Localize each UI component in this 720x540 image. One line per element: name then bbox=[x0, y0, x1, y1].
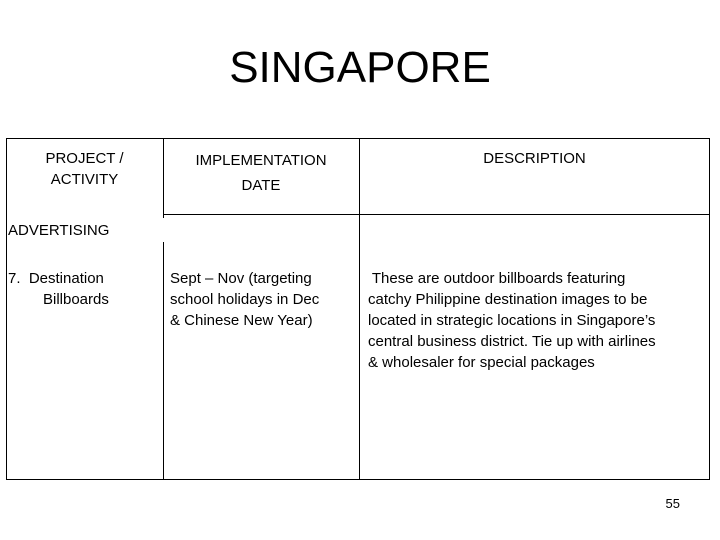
slide-title: SINGAPORE bbox=[229, 43, 491, 92]
row-project bbox=[8, 268, 162, 310]
row-date-line3: & Chinese New Year) bbox=[170, 312, 313, 329]
row-project-line2: Billboards bbox=[43, 291, 109, 308]
row-description-line5: & wholesaler for special packages bbox=[368, 354, 595, 371]
header-project-line2: ACTIVITY bbox=[50, 171, 119, 188]
row-description-line3: located in strategic locations in Singapore’s bbox=[368, 312, 656, 329]
row-description-line2: catchy Philippine destination images to be bbox=[368, 291, 648, 308]
column-divider-1-lower bbox=[163, 242, 164, 480]
header-divider bbox=[163, 214, 710, 215]
row-description bbox=[368, 268, 708, 373]
header-description-label: DESCRIPTION bbox=[483, 150, 586, 167]
header-description bbox=[359, 148, 710, 169]
row-date bbox=[170, 268, 356, 331]
row-description-line1: These are outdoor billboards featuring bbox=[368, 270, 626, 287]
row-date-line2: school holidays in Dec bbox=[170, 291, 320, 308]
section-label: ADVERTISING bbox=[8, 222, 110, 239]
header-project bbox=[6, 148, 163, 190]
row-date-line1: Sept – Nov (targeting bbox=[170, 270, 312, 287]
page-number: 55 bbox=[665, 496, 680, 511]
header-implementation-line1: IMPLEMENTATION bbox=[195, 152, 327, 169]
header-project-line1: PROJECT / bbox=[45, 150, 124, 167]
header-implementation-line2: DATE bbox=[241, 177, 281, 194]
header-implementation-date bbox=[163, 148, 359, 198]
column-divider-2 bbox=[359, 138, 360, 480]
row-project-line1: 7. Destination bbox=[8, 270, 104, 287]
row-description-line4: central business district. Tie up with airlines bbox=[368, 333, 656, 350]
